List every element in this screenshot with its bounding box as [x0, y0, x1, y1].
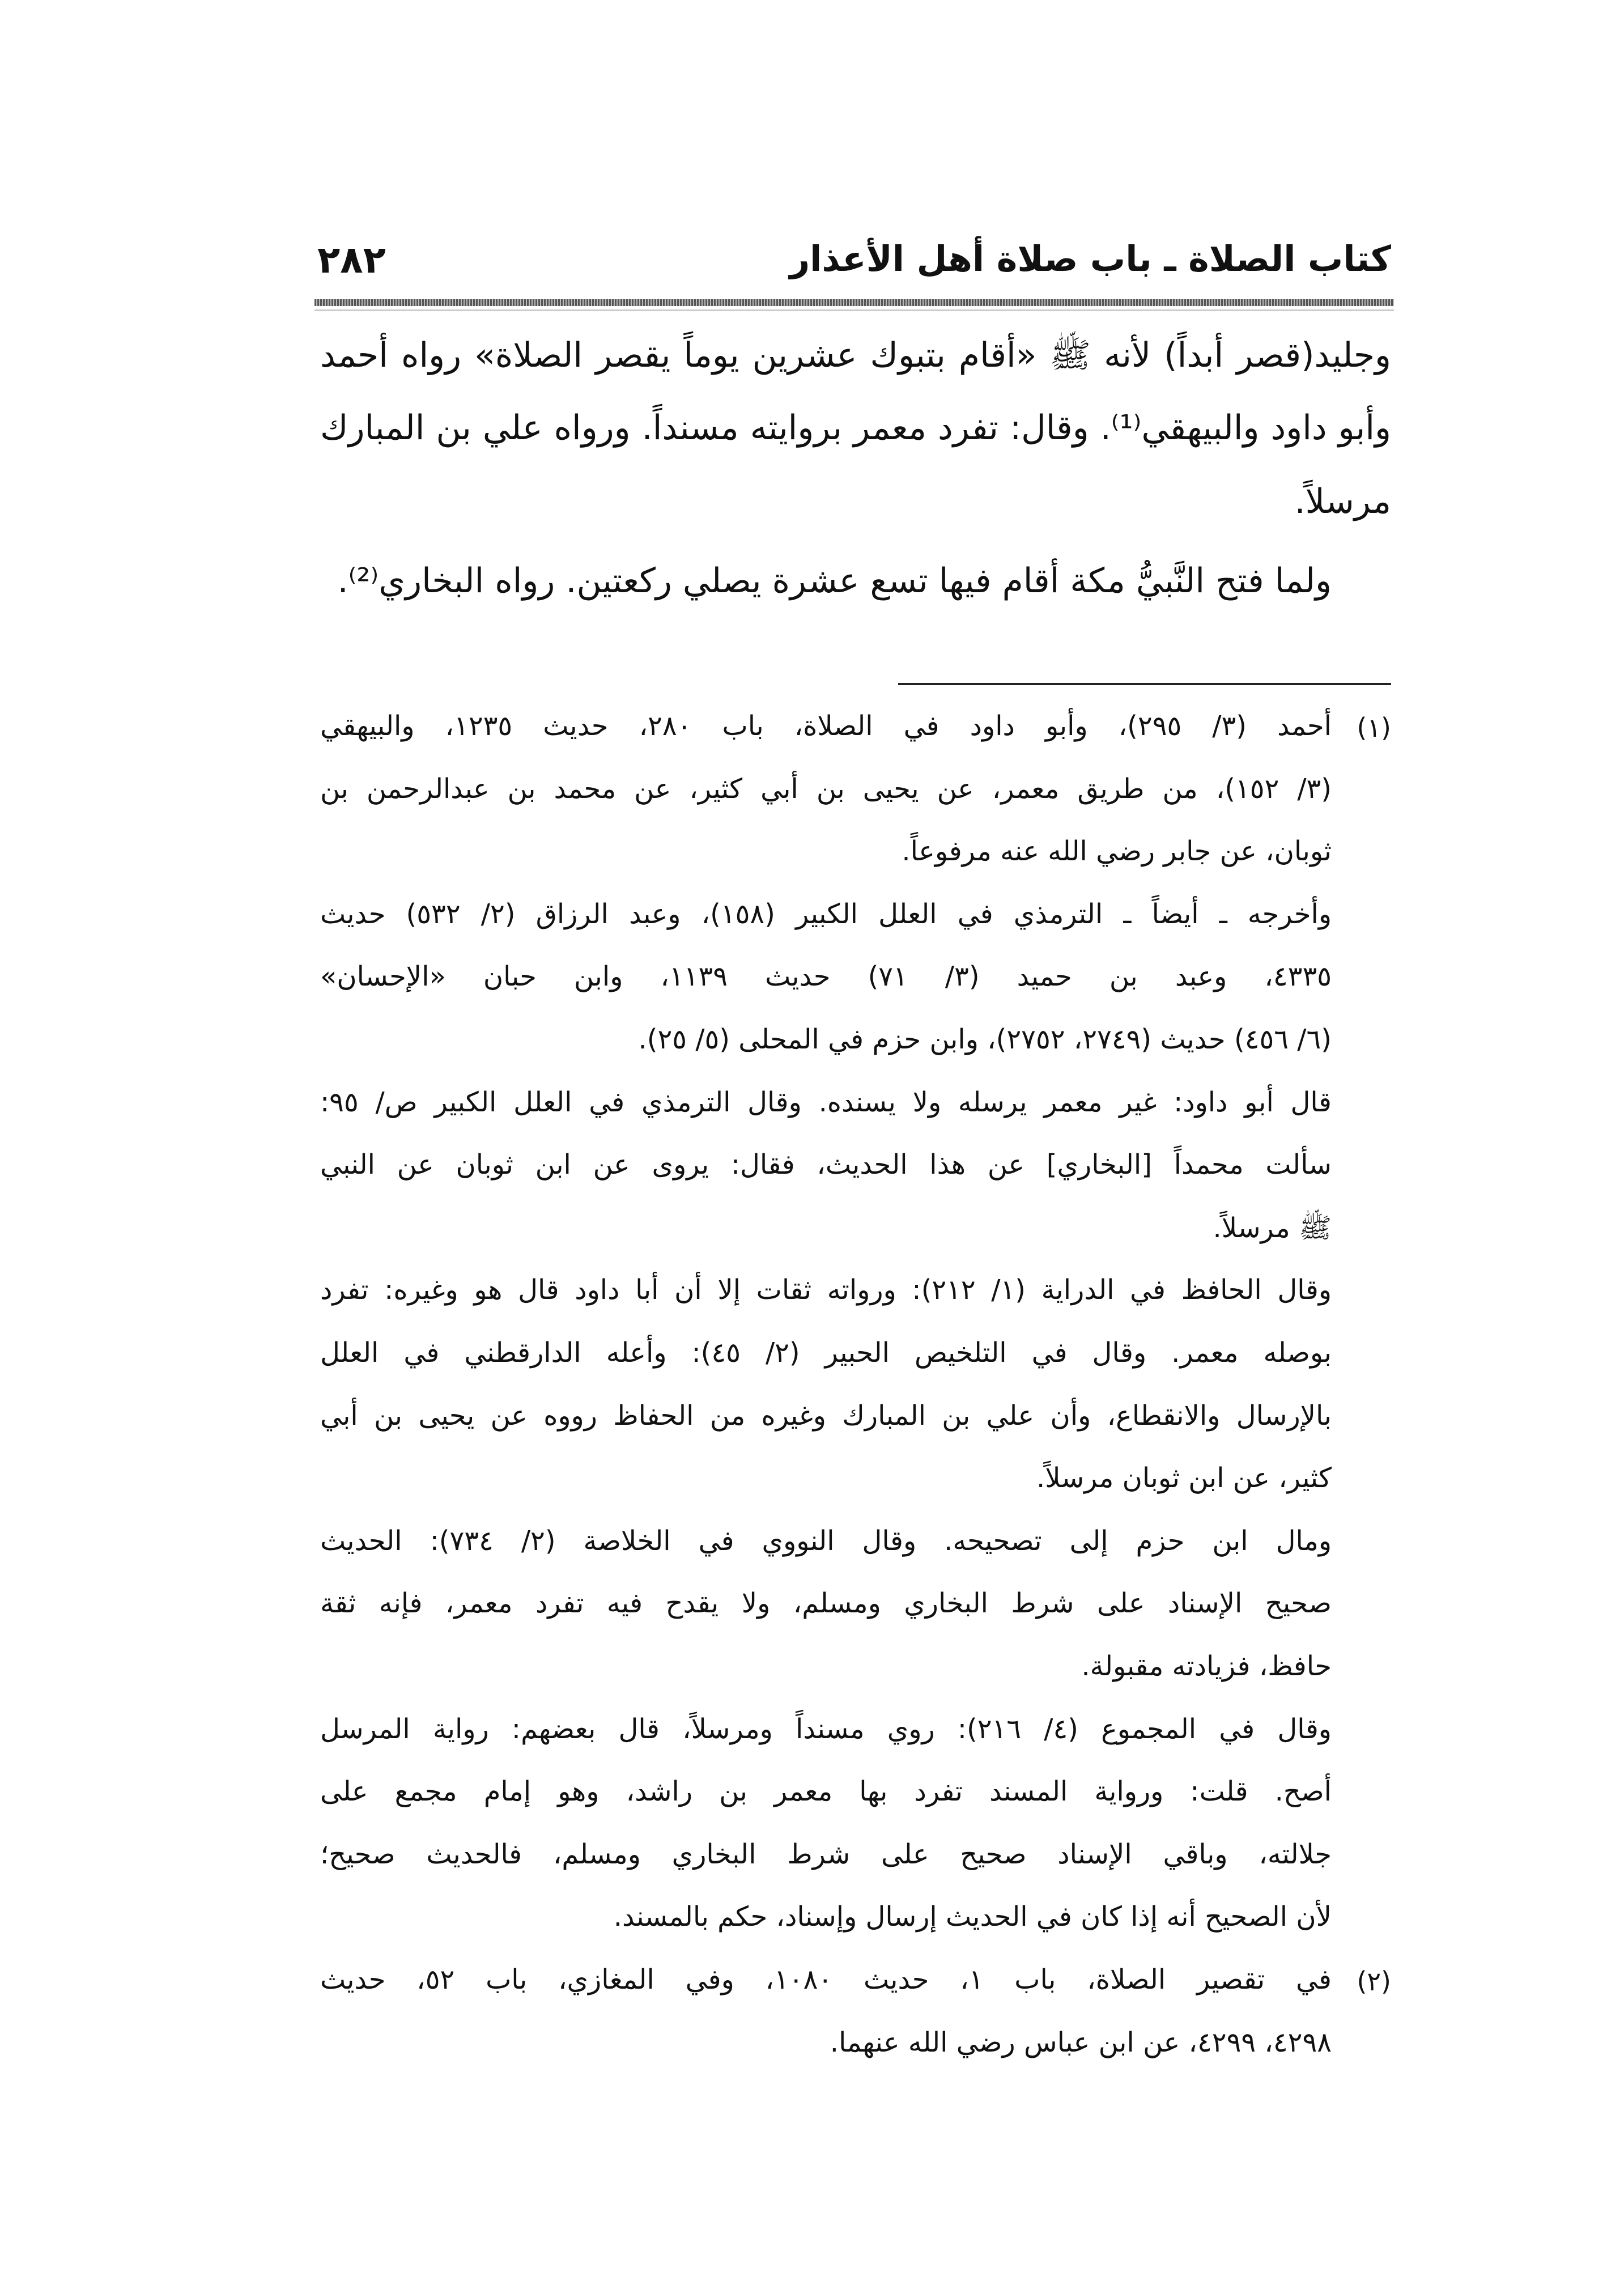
footnote-line: في تقصير الصلاة، باب ١، حديث ١٠٨٠، وفي المغازي، باب ٥٢، حديث	[320, 1964, 1332, 1995]
footnote-line: حافظ، فزيادته مقبولة.	[1081, 1650, 1332, 1682]
footnote-line: كثير، عن ابن ثوبان مرسلاً.	[1036, 1462, 1332, 1494]
footnote-line: أصح. قلت: ورواية المسند تفرد بها معمر بن راشد، وهو إمام مجمع على	[320, 1776, 1332, 1808]
page-number: ٢٨٢	[317, 238, 386, 282]
footnote-line: ٤٣٣٥، وعبد بن حميد (٣/ ٧١) حديث ١١٣٩، وابن حبان «الإحسان»	[320, 961, 1332, 993]
footnote-line: وقال الحافظ في الدراية (١/ ٢١٢): ورواته ثقات إلا أن أبا داود قال هو وغيره: تفرد	[320, 1274, 1332, 1306]
footnote-separator	[898, 683, 1391, 685]
main-text-line: وأبو داود والبيهقي⁽¹⁾. وقال: تفرد معمر بروايته مسنداً. ورواه علي بن المبارك	[320, 408, 1391, 448]
running-header	[317, 238, 1391, 289]
main-text-line: مرسلاً.	[1294, 482, 1391, 521]
header-rule	[314, 299, 1394, 306]
footnote-line: قال أبو داود: غير معمر يرسله ولا يسنده. وقال الترمذي في العلل الكبير ص/ ٩٥:	[320, 1086, 1332, 1118]
footnote-line: (٣/ ١٥٢)، من طريق معمر، عن يحيى بن أبي كثير، عن محمد بن عبدالرحمن بن	[320, 772, 1332, 805]
footnote-line: وأخرجه ـ أيضاً ـ الترمذي في العلل الكبير (١٥٨)، وعبد الرزاق (٢/ ٥٣٢) حديث	[320, 898, 1332, 930]
main-text-line: وجليد(قصر أبداً) لأنه ﷺ «أقام بتبوك عشرين يوماً يقصر الصلاة» رواه أحمد	[320, 336, 1391, 375]
footnote-line: بالإرسال والانقطاع، وأن علي بن المبارك وغيره من الحفاظ رووه عن يحيى بن أبي	[320, 1399, 1332, 1432]
footnote-line: بوصله معمر. وقال في التلخيص الحبير (٢/ ٤٥): وأعله الدارقطني في العلل	[320, 1337, 1332, 1369]
header-rule-thin	[314, 309, 1394, 311]
footnote-line: ٤٢٩٨، ٤٢٩٩، عن ابن عباس رضي الله عنهما.	[830, 2026, 1332, 2058]
footnote-number: (٢)	[1357, 1966, 1391, 1997]
footnote-line: وقال في المجموع (٤/ ٢١٦): روي مسنداً ومرسلاً، قال بعضهم: رواية المرسل	[320, 1713, 1332, 1745]
footnote-line: سألت محمداً [البخاري] عن هذا الحديث، فقال: يروى عن ابن ثوبان عن النبي	[320, 1149, 1332, 1181]
footnote-number: (١)	[1357, 712, 1391, 743]
footnote-line: (٦/ ٤٥٦) حديث (٢٧٤٩، ٢٧٥٢)، وابن حزم في المحلى (٥/ ٢٥).	[638, 1024, 1332, 1055]
main-text-line: ولما فتح النَّبيُّ مكة أقام فيها تسع عشرة يصلي ركعتين. رواه البخاري⁽²⁾.	[337, 561, 1332, 601]
footnote-line: ﷺ مرسلاً.	[1213, 1212, 1332, 1244]
footnote-line: ثوبان، عن جابر رضي الله عنه مرفوعاً.	[902, 835, 1332, 868]
footnote-line: أحمد (٣/ ٢٩٥)، وأبو داود في الصلاة، باب ٢٨٠، حديث ١٢٣٥، والبيهقي	[320, 710, 1332, 742]
chapter-title: كتاب الصلاة ـ باب صلاة أهل الأعذار	[789, 238, 1391, 279]
footnote-line: صحيح الإسناد على شرط البخاري ومسلم، ولا يقدح فيه تفرد معمر، فإنه ثقة	[320, 1587, 1332, 1620]
footnote-line: لأن الصحيح أنه إذا كان في الحديث إرسال وإسناد، حكم بالمسند.	[613, 1901, 1332, 1933]
footnote-line: ومال ابن حزم إلى تصحيحه. وقال النووي في الخلاصة (٢/ ٧٣٤): الحديث	[320, 1525, 1332, 1557]
footnote-line: جلالته، وباقي الإسناد صحيح على شرط البخاري ومسلم، فالحديث صحيح؛	[320, 1838, 1332, 1870]
